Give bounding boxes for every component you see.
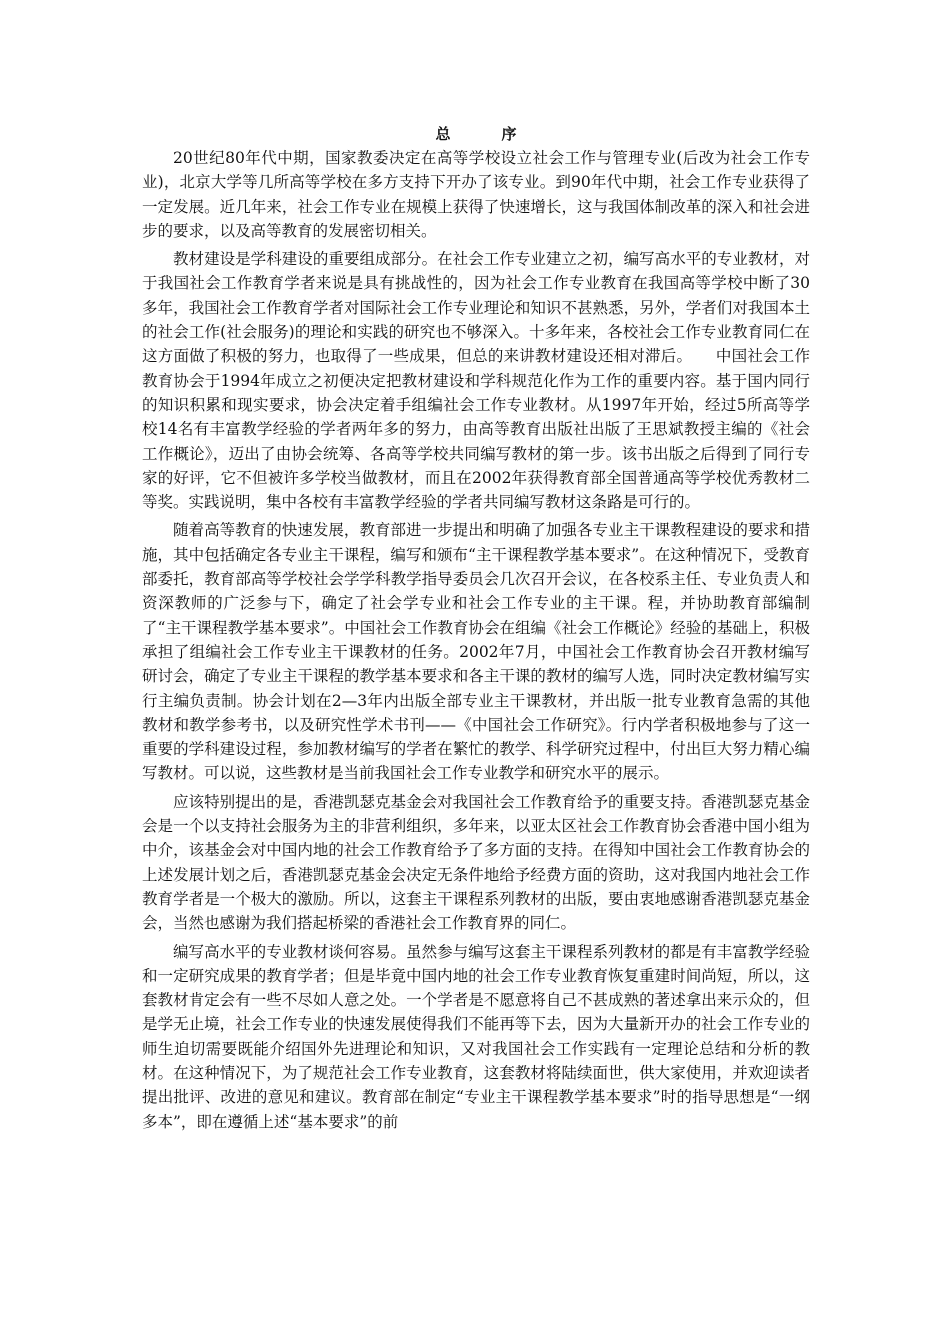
paragraph-5: 编写高水平的专业教材谈何容易。虽然参与编写这套主干课程系列教材的都是有丰富教学经验和一定研究成果的教育学者；但是毕竟中国内地的社会工作专业教育恢复重建时间尚短，所以，这套教材肯定会有一些不尽如人意之处。一个学者是不愿意将自己不甚成熟的著述拿出来示众的，但是学无止境，社会工作专业的快速发展使得我们不能再等下去，因为大量新开办的社会工作专业的师生迫切需要既能介绍国外先进理论和知识，又对我国社会工作实践有一定理论总结和分析的教材。在这种情况下，为了规范社会工作专业教育，这套教材将陆续面世，供大家使用，并欢迎读者提出批评、改进的意见和建议。教育部在制定“专业主干课程教学基本要求”时的指导思想是“一纲多本”，即在遵循上述“基本要求”的前: [142, 942, 810, 1131]
document-body: [142, 122, 810, 1138]
page-title: 总 序: [435, 125, 535, 143]
paragraph-4: 应该特别提出的是，香港凯瑟克基金会对我国社会工作教育给予的重要支持。香港凯瑟克基金会是一个以支持社会服务为主的非营利组织，多年来，以亚太区社会工作教育协会香港中国小组为中介，该基金会对中国内地的社会工作教育给予了多方面的支持。在得知中国社会工作教育协会的上述发展计划之后，香港凯瑟克基金会决定无条件地给予经费方面的资助，这对我国内地社会工作教育学者是一个极大的激励。所以，这套主干课程系列教材的出版，要由衷地感谢香港凯瑟克基金会，当然也感谢为我们搭起桥梁的香港社会工作教育界的同仁。: [142, 792, 810, 933]
paragraph-1: 20世纪80年代中期，国家教委决定在高等学校设立社会工作与管理专业(后改为社会工作专业)，北京大学等几所高等学校在多方支持下开办了该专业。到90年代中期，社会工作专业获得了一定发展。近几年来，社会工作专业在规模上获得了快速增长，这与我国体制改革的深入和社会进步的要求，以及高等教育的发展密切相关。: [142, 149, 810, 240]
paragraph-2: 教材建设是学科建设的重要组成部分。在社会工作专业建立之初，编写高水平的专业教材，对于我国社会工作教育学者来说是具有挑战性的，因为社会工作专业教育在我国高等学校中断了30多年，我国社会工作教育学者对国际社会工作专业理论和知识不甚熟悉，另外，学者们对我国本土的社会工作(社会服务)的理论和实践的研究也不够深入。十多年来，各校社会工作专业教育同仁在这方面做了积极的努力，也取得了一些成果，但总的来讲教材建设还相对滞后。 中国社会工作教育协会于1994年成立之初便决定把教材建设和学科规范化作为工作的重要内容。基于国内同行的知识积累和现实要求，协会决定着手组编社会工作专业教材。从1997年开始，经过5所高等学校14名有丰富教学经验的学者两年多的努力，由高等教育出版社出版了王思斌教授主编的《社会工作概论》，迈出了由协会统筹、各高等学校共同编写教材的第一步。该书出版之后得到了同行专家的好评，它不但被许多学校当做教材，而且在2002年获得教育部全国普通高等学校优秀教材二等奖。实践说明，集中各校有丰富教学经验的学者共同编写教材这条路是可行的。: [142, 250, 810, 512]
paragraph-3: 随着高等教育的快速发展，教育部进一步提出和明确了加强各专业主干课教程建设的要求和措施，其中包括确定各专业主干课程，编写和颁布“主干课程教学基本要求”。在这种情况下，受教育部委托，教育部高等学校社会学学科教学指导委员会几次召开会议，在各校系主任、专业负责人和资深教师的广泛参与下，确定了社会学专业和社会工作专业的主干课。程，并协助教育部编制了“主干课程教学基本要求”。中国社会工作教育协会在组编《社会工作概论》经验的基础上，积极承担了组编社会工作专业主干课教材的任务。2002年7月，中国社会工作教育协会召开教材编写研讨会，确定了专业主干课程的教学基本要求和各主干课的教材的编写人选，同时决定教材编写实行主编负责制。协会计划在2—3年内出版全部专业主干课教材，并出版一批专业教育急需的其他教材和教学参考书，以及研究性学术书刊——《中国社会工作研究》。行内学者积极地参与了这一重要的学科建设过程，参加教材编写的学者在繁忙的教学、科学研究过程中，付出巨大努力精心编写教材。可以说，这些教材是当前我国社会工作专业教学和研究水平的展示。: [142, 521, 810, 783]
